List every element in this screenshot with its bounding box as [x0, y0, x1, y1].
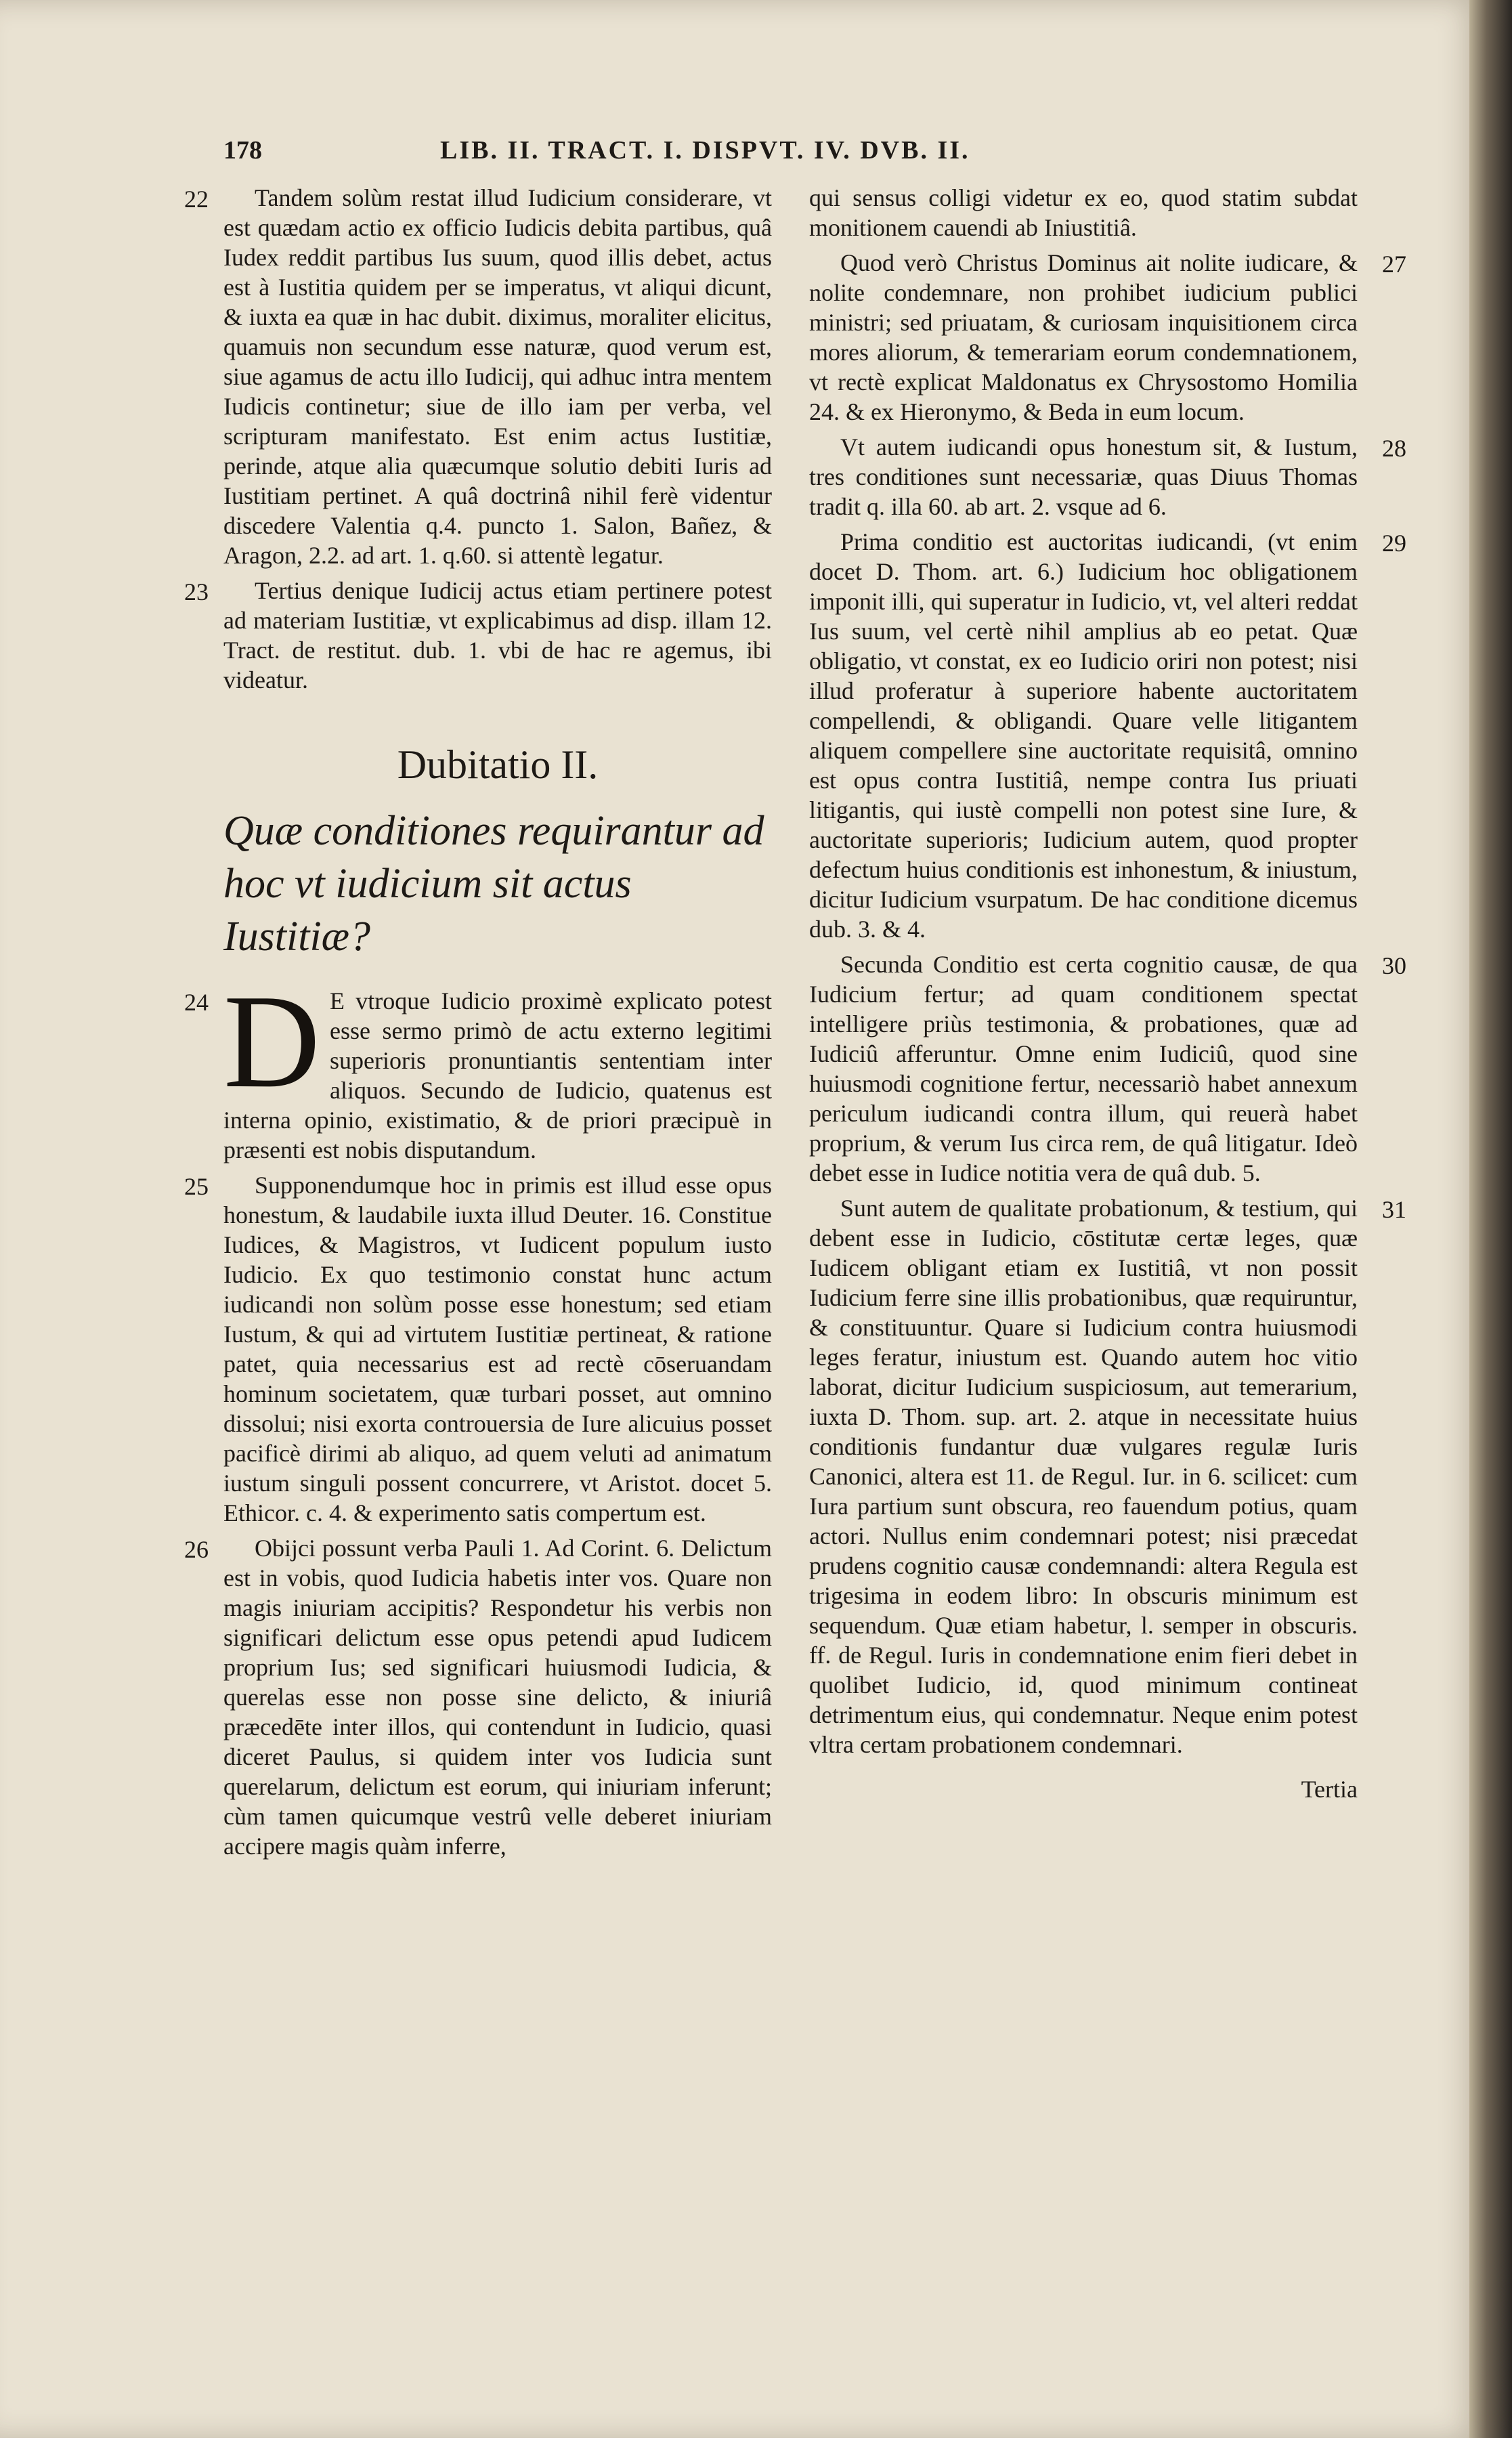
running-head — [223, 135, 1198, 176]
paragraph-29 — [809, 527, 1406, 944]
margin-number-29: 29 — [1382, 530, 1406, 557]
paragraph-28-text: Vt autem iudicandi opus honestum sit, & Iustum, tres conditiones sunt necessariæ, quas Diuus Thomas tradit q. illa 60. ab art. 2. vsque ad 6. — [809, 433, 1358, 520]
paragraph-29-text: Prima conditio est auctoritas iudicandi, (vt enim docet D. Thom. art. 6.) Iudicium hoc obligationem imponit illi, qui superatur in Iudicio, vt, vel alteri reddat Ius suum, vel certè nihil amplius ab eo petat. Quæ obligatio, vt constat, ex eo Iudicio oriri non potest; nisi illud proferatur à superiore habente auctoritatem compellendi, & obligandi. Quare velle litigantem aliquem compellere sine auctoritate requisitâ, omnino est opus contra Iustitiâ, nempe contra Ius priuati litigantis, qui iustè compelli non potest sine Iure, & auctoritate superioris; Iudicium autem, quod propter defectum huius conditionis est inhonestum, & iniustum, dicitur Iudicium vsurpatum. De hac conditione dicemus dub. 3. & 4. — [809, 528, 1358, 943]
margin-number-23: 23 — [184, 578, 209, 605]
paragraph-23 — [184, 576, 772, 695]
paragraph-25-text: Supponendumque hoc in primis est illud esse opus honestum, & laudabile iuxta illud Deuter. 16. Constitue Iudices, & Magistros, vt Iudicent populum iusto Iudicio. Ex quo testimonio constat hunc actum iudicandi non solùm posse esse honestum; sed etiam Iustum, & qui ad virtutem Iustitiæ pertineat, & ratione patet, quia necessarius est ad rectè cōseruandam hominum societatem, quæ turbari posset, aut omnino dissolui; nisi exorta controuersia de Iure alicuius posset pacificè dirimi ab aliquo, ad quem veluti ad animatum iustum singuli possent concurrere, vt Aristot. docet 5. Ethicor. c. 4. & experimento satis compertum est. — [223, 1172, 772, 1526]
paragraph-30 — [809, 949, 1406, 1188]
paragraph-24-text: E vtroque Iudicio proximè explicato potest esse sermo primò de actu externo legitimi superioris pronuntiantis sententiam inter aliquos. Secundo de Iudicio, quatenus est interna opinio, existimatio, & de priori præcipuè in præsenti est nobis disputandum. — [223, 987, 772, 1163]
paragraph-24 — [184, 967, 772, 1165]
page-number: 178 — [223, 136, 262, 165]
margin-number-24: 24 — [184, 989, 209, 1016]
left-column — [184, 183, 772, 1866]
running-title: LIB. II. TRACT. I. DISPVT. IV. DVB. II. — [440, 136, 970, 165]
margin-number-25: 25 — [184, 1173, 209, 1200]
dubitatio-heading: Dubitatio II. — [397, 742, 599, 787]
paragraph-23-text: Tertius denique Iudicij actus etiam pertinere potest ad materiam Iustitiæ, vt explicabimus ad disp. illam 12. Tract. de restitut. dub. 1. vbi de hac re agemus, ibi videatur. — [223, 577, 772, 693]
paragraph-31 — [809, 1193, 1406, 1759]
page-edge — [1469, 0, 1512, 2438]
paragraph-28 — [809, 432, 1406, 521]
right-column — [809, 183, 1406, 1803]
paragraph-26-text: Obijci possunt verba Pauli 1. Ad Corint. 6. Delictum est in vobis, quod Iudicia habetis inter vos. Quare non magis iniuriam accipitis? Respondetur his verbis non significari delictum esse opus petendi apud Iudicem proprium Ius; sed significari huiusmodi Iudicia, & querelas esse non posse sine delicto, & iniuriâ præcedēte inter illos, qui contendunt in Iudicio, quasi diceret Paulus, si quidem inter vos Iudicia sunt querelarum, delictum est eorum, qui iniuriam inferunt; cùm tamen quicumque vestrû velle deberet iniuriam accipere magis quàm inferre, — [223, 1535, 772, 1860]
margin-number-22: 22 — [184, 186, 209, 213]
drop-cap: D — [223, 967, 320, 1115]
paragraph-27-text: Quod verò Christus Dominus ait nolite iudicare, & nolite condemnare, non prohibet iudicium publici ministri; sed priuatam, & curiosam inquisitionem circa mores aliorum, & temerariam eorum condemnationem, vt rectè explicat Maldonatus ex Chrysostomo Homilia 24. & ex Hieronymo, & Beda in eum locum. — [809, 249, 1358, 425]
paragraph-22 — [184, 183, 772, 570]
margin-number-31: 31 — [1382, 1196, 1406, 1223]
paragraph-31-text: Sunt autem de qualitate probationum, & testium, qui debent esse in Iudicio, cōstitutæ certæ leges, quæ Iudicem obligant etiam ex Iustitiâ, vt non possit Iudicium ferre sine illis probationibus, quæ requiruntur, & constituuntur. Quare si Iudicium contra huiusmodi leges feratur, iniustum est. Quando autem hoc vitio laborat, dicitur Iudicium suspiciosum, aut temerarium, iuxta D. Thom. sup. art. 2. atque in necessitate huius conditionis fundantur duæ vulgares regulæ Iuris Canonici, altera est 11. de Regul. Iur. in 6. scilicet: cum Iura partium sunt obscura, reo fauendum potius, quam actori. Nullus enim condemnari potest; nisi præcedat prudens cognitio causæ condemnandi: altera Regula est trigesima in eodem libro: In obscuris minimum est sequendum. Quæ etiam habetur, l. semper in obscuris. ff. de Regul. Iuris in condemnatione enim fieri debet in quolibet Iudicio, id, quod minimum contineat detrimentum eius, qui condemnatur. Neque enim potest vltra certam probationem condemnari. — [809, 1195, 1358, 1758]
paragraph-25 — [184, 1170, 772, 1528]
paragraph-30-text: Secunda Conditio est certa cognitio causæ, de qua Iudicium fertur; ad quam conditionem spectat intelligere priùs testimonia, & probationes, quæ ad Iudiciû afferuntur. Omne enim Iudiciû, quod sine huiusmodi cognitione fertur, necessariò habet annexum periculum iudicandi contra illum, qui reuerà habet proprium, & verum Ius circa rem, de quâ litigatur. Ideò debet esse in Iudice notitia vera de quâ dub. 5. — [809, 951, 1358, 1186]
continuation-text: qui sensus colligi videtur ex eo, quod statim subdat monitionem cauendi ab Iniustitiâ. — [809, 184, 1358, 241]
margin-number-28: 28 — [1382, 435, 1406, 462]
paragraph-26 — [184, 1533, 772, 1861]
catchword: Tertia — [1301, 1776, 1358, 1803]
margin-number-27: 27 — [1382, 251, 1406, 278]
margin-number-30: 30 — [1382, 952, 1406, 979]
dubitatio-question: Quæ conditiones requirantur ad hoc vt iudicium sit actus Iustitiæ? — [223, 808, 764, 960]
margin-number-26: 26 — [184, 1536, 209, 1563]
paragraph-27 — [809, 248, 1406, 427]
paragraph-22-text: Tandem solùm restat illud Iudicium considerare, vt est quædam actio ex officio Iudicis debita partibus, quâ Iudex reddit partibus Ius suum, quod illis debet, actus est à Iustitia quidem per se imperatus, vt aliqui dicunt, & iuxta ea quæ in hac dubit. diximus, moraliter elicitus, quamuis non secundum esse naturæ, quod verum est, siue agamus de actu illo Iudicij, qui adhuc intra mentem Iudicis continetur; siue de illo iam per verba, vel scripturam manifestato. Est enim actus Iustitiæ, perinde, atque alia quæcumque solutio debiti Iuris ad Iustitiam pertinet. A quâ doctrinâ nihil ferè videntur discedere Valentia q.4. puncto 1. Salon, Bañez, & Aragon, 2.2. ad art. 1. q.60. si attentè legatur. — [223, 184, 772, 569]
